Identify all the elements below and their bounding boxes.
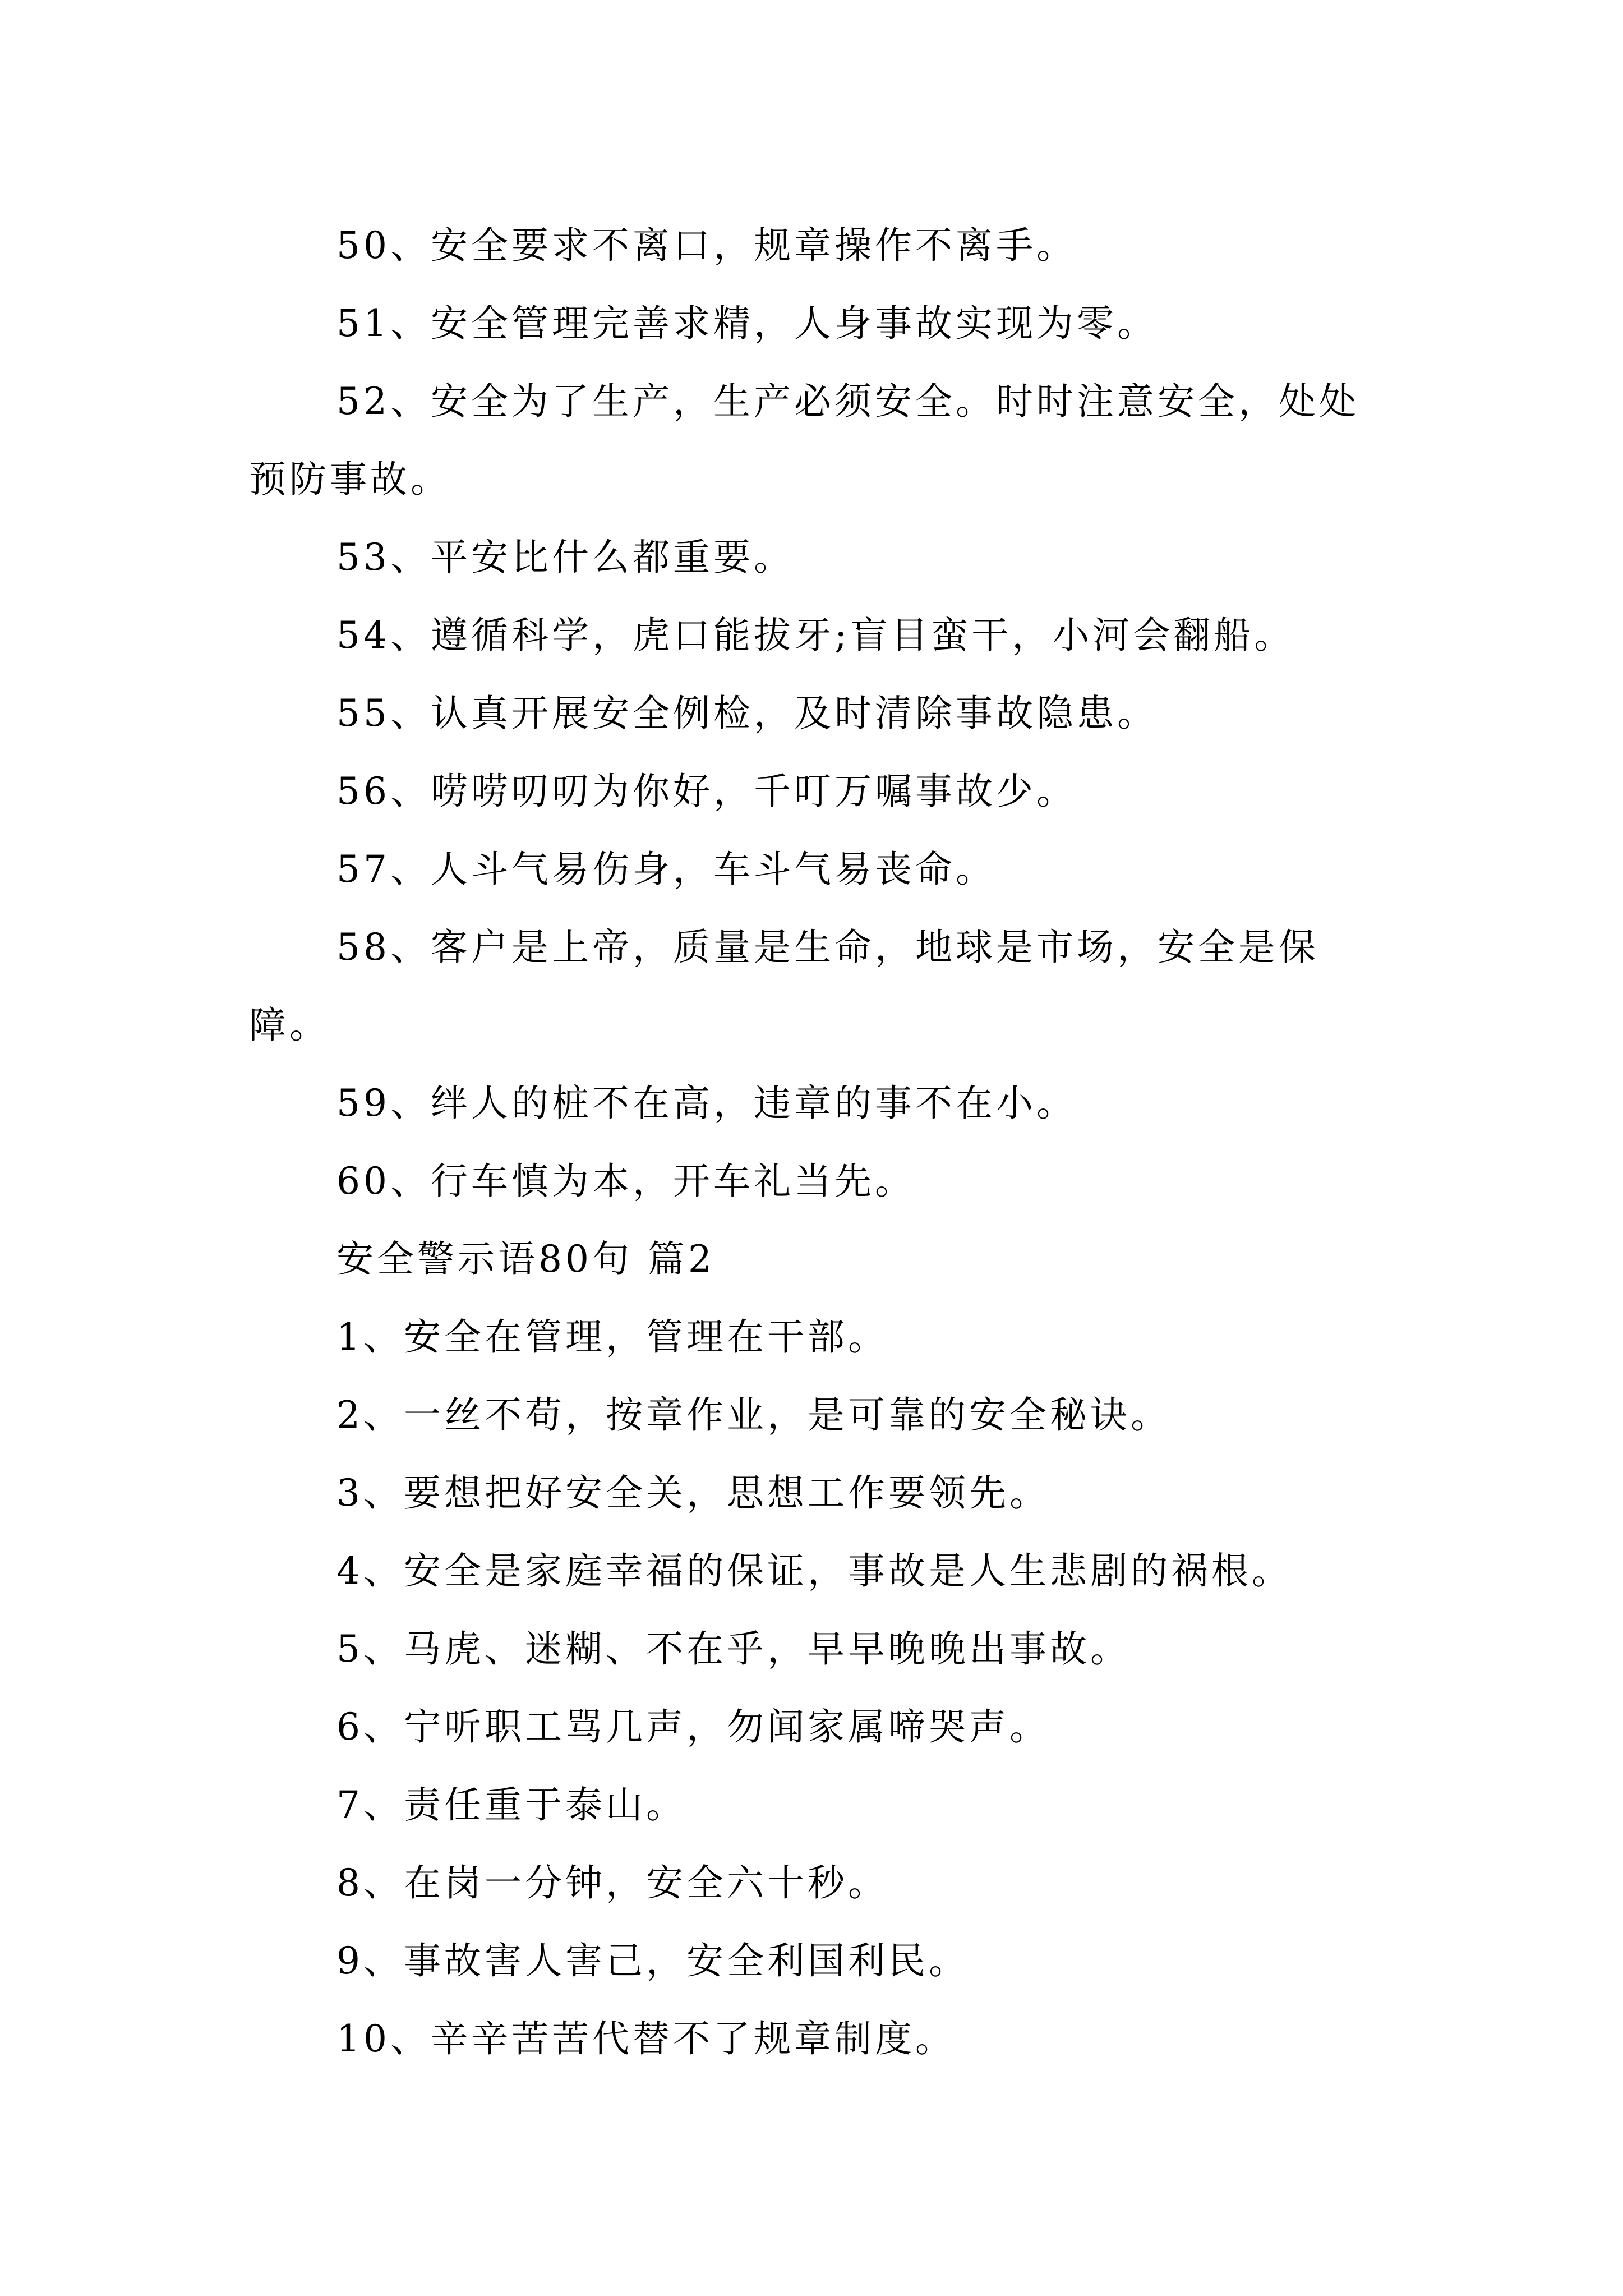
slogan-2: 2、一丝不苟，按章作业，是可靠的安全秘诀。 bbox=[336, 1393, 1171, 1437]
slogan-8: 8、在岗一分钟，安全六十秒。 bbox=[336, 1861, 888, 1904]
slogan-56: 56、唠唠叨叨为你好，千叮万嘱事故少。 bbox=[336, 770, 1077, 813]
slogan-9: 9、事故害人害己，安全利国利民。 bbox=[336, 1939, 969, 1982]
slogan-4: 4、安全是家庭幸福的保证，事故是人生悲剧的祸根。 bbox=[336, 1549, 1292, 1593]
section-heading: 安全警示语80句 篇2 bbox=[336, 1237, 715, 1281]
slogan-50: 50、安全要求不离口，规章操作不离手。 bbox=[336, 224, 1077, 267]
slogan-7: 7、责任重于泰山。 bbox=[336, 1783, 686, 1826]
slogan-58: 58、客户是上帝，质量是生命，地球是市场，安全是保障。 bbox=[249, 926, 1319, 1047]
slogan-10: 10、辛辛苦苦代替不了规章制度。 bbox=[336, 2017, 956, 2060]
slogan-5: 5、马虎、迷糊、不在乎，早早晚晚出事故。 bbox=[336, 1627, 1131, 1671]
slogan-54: 54、遵循科学，虎口能拔牙;盲目蛮干，小河会翻船。 bbox=[336, 614, 1295, 657]
slogan-3: 3、要想把好安全关，思想工作要领先。 bbox=[336, 1471, 1050, 1515]
slogan-1: 1、安全在管理，管理在干部。 bbox=[336, 1315, 888, 1359]
slogan-60: 60、行车慎为本，开车礼当先。 bbox=[336, 1159, 915, 1203]
slogan-53: 53、平安比什么都重要。 bbox=[336, 536, 794, 579]
document-body bbox=[249, 206, 1396, 2078]
slogan-59: 59、绊人的桩不在高，违章的事不在小。 bbox=[336, 1082, 1077, 1125]
slogan-52: 52、安全为了生产，生产必须安全。时时注意安全，处处预防事故。 bbox=[249, 380, 1359, 501]
slogan-6: 6、宁听职工骂几声，勿闻家属啼哭声。 bbox=[336, 1705, 1050, 1749]
slogan-55: 55、认真开展安全例检，及时清除事故隐患。 bbox=[336, 692, 1158, 735]
slogan-51: 51、安全管理完善求精，人身事故实现为零。 bbox=[336, 302, 1158, 345]
slogan-57: 57、人斗气易伤身，车斗气易丧命。 bbox=[336, 848, 996, 891]
